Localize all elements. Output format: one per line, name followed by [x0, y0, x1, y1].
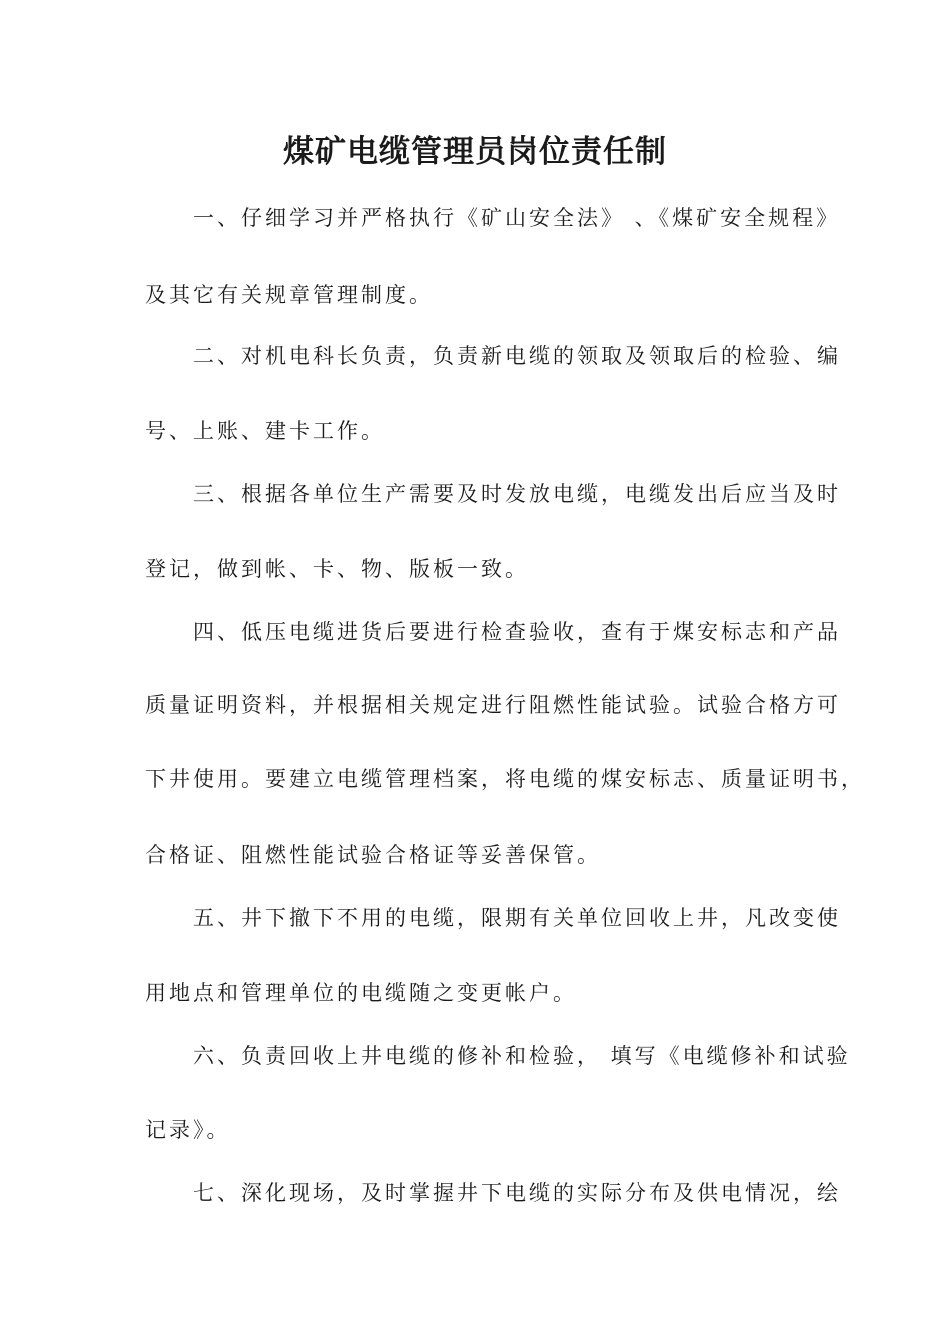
paragraph-line: 号、上账、建卡工作。: [145, 419, 385, 443]
paragraph-line: 用地点和管理单位的电缆随之变更帐户。: [145, 981, 577, 1005]
paragraph-line: 一、仔细学习并严格执行《矿山安全法》 、《煤矿安全规程》: [193, 206, 841, 230]
paragraph-line: 登记，做到帐、卡、物、版板一致。: [145, 557, 529, 581]
paragraph-line: 七、深化现场，及时掌握井下电缆的实际分布及供电情况，绘: [193, 1181, 841, 1205]
paragraph-line: 二、对机电科长负责，负责新电缆的领取及领取后的检验、编: [193, 344, 841, 368]
paragraph-line: 及其它有关规章管理制度。: [145, 283, 433, 307]
paragraph-line: 下井使用。要建立电缆管理档案，将电缆的煤安标志、质量证明书，: [145, 767, 865, 791]
paragraph-line: 三、根据各单位生产需要及时发放电缆，电缆发出后应当及时: [193, 482, 841, 506]
document-title: 煤矿电缆管理员岗位责任制: [283, 134, 667, 170]
paragraph-line: 合格证、阻燃性能试验合格证等妥善保管。: [145, 843, 601, 867]
paragraph-line: 记录》。: [145, 1118, 231, 1142]
paragraph-line: 五、井下撤下不用的电缆，限期有关单位回收上井，凡改变使: [193, 906, 841, 930]
paragraph-line: 四、低压电缆进货后要进行检查验收，查有于煤安标志和产品: [193, 620, 841, 644]
paragraph-line: 质量证明资料，并根据相关规定进行阻燃性能试验。试验合格方可: [145, 693, 841, 717]
paragraph-line: 六、负责回收上井电缆的修补和检验， 填写《电缆修补和试验: [193, 1044, 851, 1068]
